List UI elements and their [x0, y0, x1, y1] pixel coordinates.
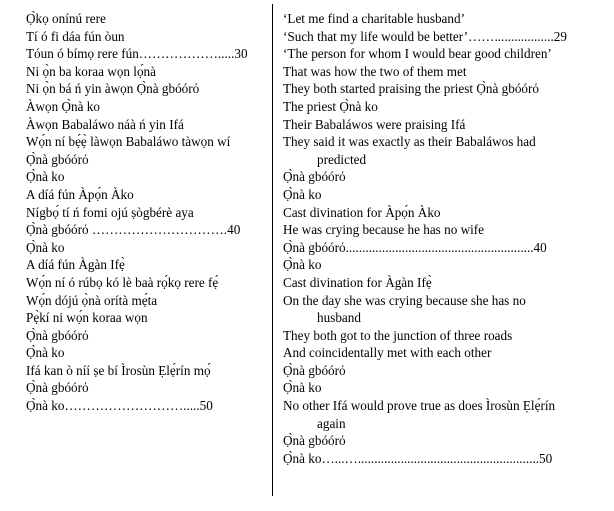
verse-line: Ọ̀nà ko	[26, 169, 65, 185]
verse-line: Ọ̀nà ko	[26, 345, 65, 361]
verse-line: Ọ̀kọ onínú rere	[26, 11, 106, 26]
translation-line: Ọ̀nà gbóórό	[283, 433, 346, 449]
translation-line: Ọ̀nà ko	[283, 257, 322, 273]
verse-line: Nígbọ́ tí ń fomi ojú ṣògbérè aya	[26, 204, 194, 220]
translation-line: Ọ̀nà ko	[283, 380, 322, 396]
verse-line: Ni ọ̀n ba koraa wọn lọ́nà	[26, 63, 157, 79]
translation-line: They both got to the junction of three roads	[283, 327, 513, 343]
verse-line: Tí ó fi dáa fún òun	[26, 28, 125, 44]
left-text-column	[0, 0, 272, 511]
translation-line: Ọ̀nà ko…...….......................................................50	[283, 450, 553, 466]
verse-line: Wọ́n ní ó rúbọ kó lè baà rọ́kọ rere fẹ́	[26, 274, 219, 290]
verse-line: A díá fún Àgàn Ifẹ̀	[26, 257, 125, 273]
translation-line: And coincidentally met with each other	[283, 345, 492, 361]
verse-line: Ọ̀nà gbóórό ………………………….40	[26, 222, 241, 238]
verse-line: Tóun ó bímọ rere fún……………….....30	[26, 46, 248, 62]
translation-line: predicted	[317, 151, 367, 167]
translation-line: again	[317, 415, 346, 431]
translation-line: husband	[317, 310, 361, 326]
translation-line: They said it was exactly as their Babaláwos had	[283, 134, 536, 150]
translation-line: No other Ifá would prove true as does Ìrosùn Ẹlẹ́rín	[283, 398, 556, 414]
translation-line: ‘Let me find a charitable husband’	[283, 11, 465, 26]
verse-line: Ni ọ̀n bá ń yin àwọn Ọ̀nà gbóórό	[26, 81, 200, 97]
translation-line: ‘Such that my life would be better’……..................29	[283, 28, 567, 44]
verse-line: Àwọn Ọ̀nà ko	[26, 98, 100, 114]
translation-line: ‘The person for whom I would bear good children’	[283, 46, 552, 62]
verse-line: Ọ̀nà gbóórό	[26, 380, 89, 396]
translation-line: Ọ̀nà ko	[283, 186, 322, 202]
verse-line: A díá fún Àpọ́n Àko	[26, 186, 134, 202]
verse-line: Ọ̀nà ko……………………….....50	[26, 398, 213, 414]
verse-line: Ọ̀nà gbóórό	[26, 327, 89, 343]
right-text-column	[273, 0, 614, 511]
translation-line: Ọ̀nà gbóórό	[283, 169, 346, 185]
translation-line: Cast divination for Àpọ́n Àko	[283, 204, 441, 220]
translation-line: Ọ̀nà gbóórό	[283, 362, 346, 378]
verse-line: Ifá kan ò níí ṣe bí Ìrosùn Ẹlẹ́rín mọ́	[26, 362, 211, 378]
translation-line: Their Babaláwos were praising Ifá	[283, 116, 466, 132]
verse-line: Pẹ̀kí ni wọ́n koraa wọn	[26, 310, 148, 326]
verse-line: Wọ́n dójú ọ̀nà orítà mẹ́ta	[26, 292, 158, 308]
translation-line: Ọ̀nà gbóórό.........................................................40	[283, 239, 547, 255]
verse-line: Ọ̀nà gbóórό	[26, 151, 89, 167]
verse-line: Ọ̀nà ko	[26, 239, 65, 255]
translation-line: On the day she was crying because she has no	[283, 292, 526, 308]
verse-line: Wọ́n ní bẹ́ẹ̀ làwọn Babaláwo tàwọn wí	[26, 134, 231, 150]
translation-line: He was crying because he has no wife	[283, 222, 485, 238]
translation-line: That was how the two of them met	[283, 63, 467, 79]
verse-line: Àwọn Babaláwo náà ń yin Ifá	[26, 116, 184, 132]
translation-line: They both started praising the priest Ọ̀nà gbóórό	[283, 81, 539, 97]
translation-line: The priest Ọ̀nà ko	[283, 98, 378, 114]
translation-line: Cast divination for Àgàn Ifẹ̀	[283, 274, 432, 290]
